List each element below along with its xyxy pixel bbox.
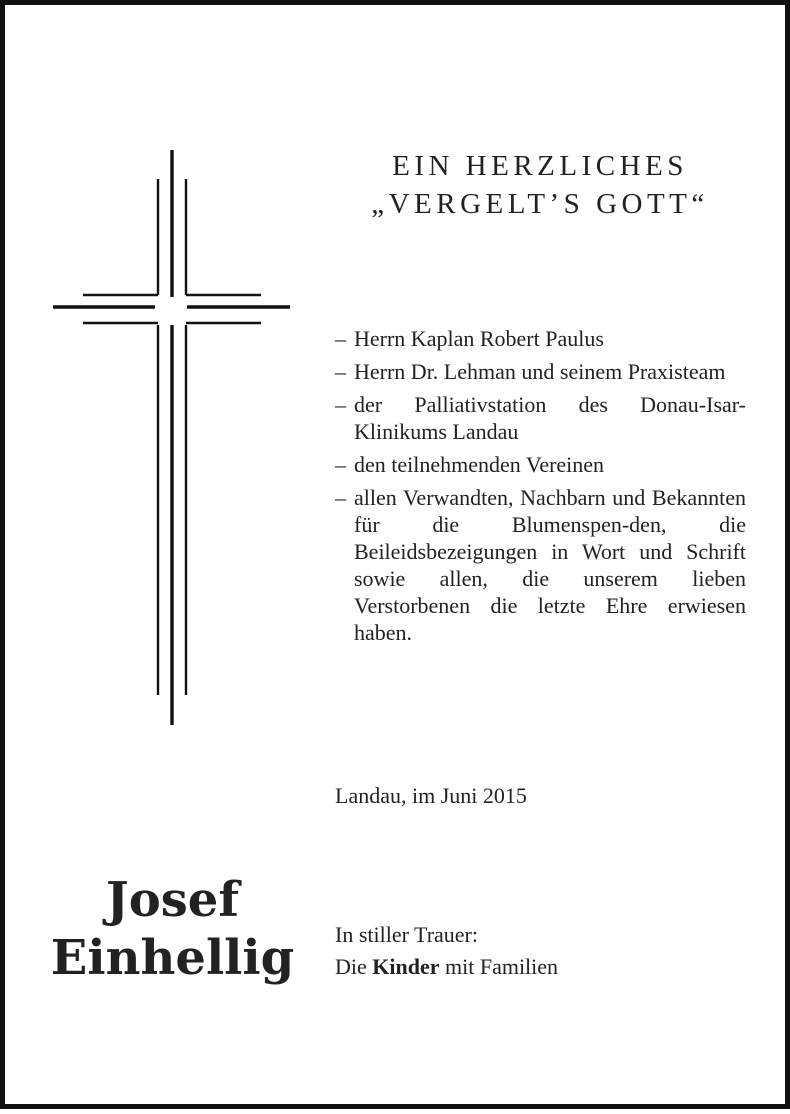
list-item-text: Herrn Kaplan Robert Paulus	[354, 326, 604, 351]
dash: –	[335, 326, 346, 351]
last-name: Einhellig	[50, 930, 295, 986]
mourning-line-2	[335, 951, 558, 983]
list-item	[335, 358, 746, 385]
list-item-text: den teilnehmenden Vereinen	[354, 452, 605, 477]
list-item	[335, 484, 746, 646]
dash: –	[335, 392, 346, 417]
mourning-bold: Kinder	[372, 954, 440, 979]
dash: –	[335, 485, 346, 510]
first-name: Josef	[106, 872, 239, 928]
dash: –	[335, 452, 346, 477]
heading-line-2: „VERGELT’S GOTT“	[371, 188, 709, 220]
list-item	[335, 451, 746, 478]
heading-line-1: EIN HERZLICHES	[392, 150, 688, 182]
dash: –	[335, 359, 346, 384]
place-date: Landau, im Juni 2015	[335, 783, 527, 808]
mourning-signature	[335, 919, 558, 983]
list-item-text: Herrn Dr. Lehman und seinem Praxisteam	[354, 359, 726, 384]
thanks-heading	[335, 147, 745, 223]
list-item	[335, 391, 746, 445]
mourning-suffix: mit Familien	[445, 954, 559, 979]
mourning-line-1: In stiller Trauer:	[335, 922, 478, 947]
mourning-prefix: Die	[335, 954, 367, 979]
list-item-text: der Palliativstation des Donau-Isar-Klinikums Landau	[354, 392, 746, 444]
deceased-name	[45, 871, 300, 987]
list-item-text: allen Verwandten, Nachbarn und Bekannten für die Blumenspen-den, die Beileidsbezeigungen in Wort und Schrift sowie allen, die unserem lieben Verstorbenen die letzte Ehre erwiesen haben.	[354, 485, 746, 645]
thanks-list	[335, 325, 746, 652]
list-item	[335, 325, 746, 352]
